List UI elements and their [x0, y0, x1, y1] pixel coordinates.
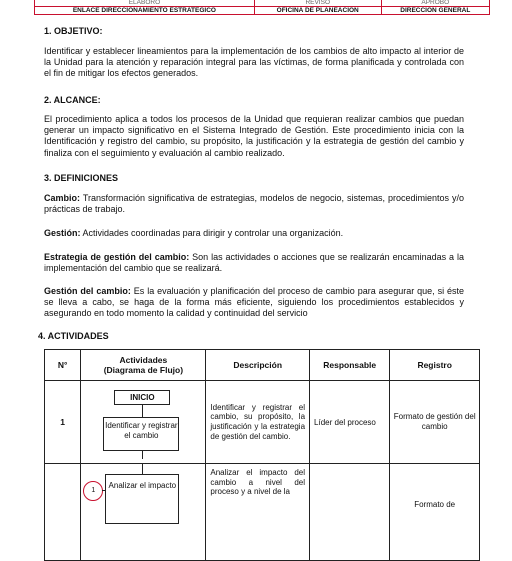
row-record: Formato de [390, 464, 480, 561]
flow-cell [81, 381, 206, 464]
flow-arrow-line [142, 464, 143, 474]
definition-cambio [44, 193, 464, 215]
definition-term: Cambio: [44, 193, 80, 203]
approval-header-reviso: REVISO [254, 0, 381, 7]
definition-text: Actividades coordinadas para dirigir y controlar una organización. [80, 228, 344, 238]
objetivo-text: Identificar y establecer lineamientos para la implementación de los cambios de alto impacto al interior de la Unidad para la atención y reparación integral para las víctimas, de forma planificada y controlada con el fin de mitigar los efectos generados. [44, 46, 464, 79]
row-number: 1 [45, 381, 81, 464]
definition-gestion [44, 228, 464, 239]
objetivo-heading: 1. OBJETIVO: [44, 26, 103, 36]
row-responsible [310, 464, 390, 561]
definition-text: Es la evaluación y planificación del proceso de cambio para asegurar que, si éste se lleva a cabo, se haga de la forma más eficiente, siguiendo los procedimientos establecidos y asegurando en todo momento la calidad y continuidad del servicio [44, 286, 464, 319]
definition-term: Estrategia de gestión del cambio: [44, 252, 190, 262]
definition-gestion-cambio [44, 286, 464, 320]
flow-arrow-line [142, 451, 143, 459]
col-header-activities-line2: (Diagrama de Flujo) [103, 365, 184, 375]
col-header-activities-line1: Actividades [119, 355, 168, 365]
definition-term: Gestión: [44, 228, 81, 238]
definition-text: Son las actividades o acciones que se realizarán encaminadas a la implementación del cambio que se realizará. [44, 252, 464, 274]
approval-header-elaboro: ELABORO [35, 0, 255, 7]
col-header-activities [81, 350, 206, 381]
flow-connector-circle: 1 [83, 481, 103, 501]
flow-activity-box: Identificar y registrar el cambio [103, 417, 179, 451]
flow-arrow-line [142, 405, 143, 417]
alcance-text: El procedimiento aplica a todos los procesos de la Unidad que requieran realizar cambios que puedan generar un impacto significativo en el Sistema Integrado de Gestión. Este procedimiento inicia con la Identificación y registro del cambio, su propósito, la justificación y la estrategia de gestión del cambio y finaliza con el seguimiento y evaluación al cambio realizado. [44, 114, 464, 158]
row-description: Analizar el impacto del cambio a nivel del proceso y a nivel de la [206, 464, 310, 561]
definition-estrategia [44, 252, 464, 274]
flow-cell [81, 464, 206, 561]
col-header-description: Descripción [206, 350, 310, 381]
flow-start-box: INICIO [114, 390, 170, 405]
col-header-number: N° [45, 350, 81, 381]
col-header-responsible: Responsable [310, 350, 390, 381]
definiciones-heading: 3. DEFINICIONES [44, 173, 119, 183]
approval-header-aprobo: APROBO [381, 0, 489, 7]
activities-table [44, 349, 480, 561]
approval-value-elaboro: ENLACE DIRECCIONAMIENTO ESTRATEGICO [35, 7, 255, 15]
row-responsible: Líder del proceso [310, 381, 390, 464]
approval-value-reviso: OFICINA DE PLANEACION [254, 7, 381, 15]
row-record: Formato de gestión del cambio [390, 381, 480, 464]
flow-activity-box: Analizar el impacto [105, 474, 179, 524]
row-number [45, 464, 81, 561]
col-header-record: Registro [390, 350, 480, 381]
approval-table [34, 0, 490, 15]
actividades-heading: 4. ACTIVIDADES [38, 331, 109, 341]
table-row [45, 464, 480, 561]
definition-term: Gestión del cambio: [44, 286, 131, 296]
definition-text: Transformación significativa de estrategias, modelos de negocio, sistemas, procedimientos y/o prácticas de trabajo. [44, 193, 464, 215]
table-row [45, 381, 480, 464]
approval-value-aprobo: DIRECCION GENERAL [381, 7, 489, 15]
alcance-heading: 2. ALCANCE: [44, 95, 101, 105]
row-description: Identificar y registrar el cambio, su propósito, la justificación y la estrategia de gestión del cambio. [206, 381, 310, 464]
